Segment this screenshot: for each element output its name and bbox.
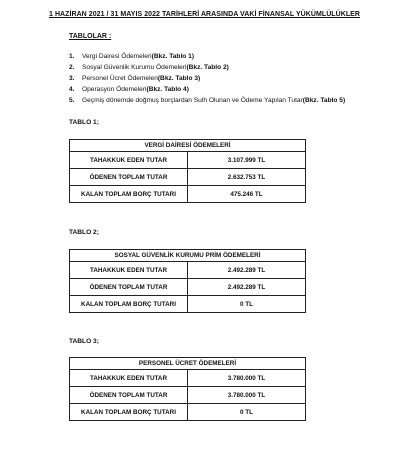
- table-header: SOSYAL GÜVENLİK KURUMU PRİM ÖDEMELERİ: [70, 250, 306, 262]
- row-label: ÖDENEN TOPLAM TUTAR: [70, 387, 188, 404]
- table-row: [70, 387, 306, 404]
- row-value: 0 TL: [188, 404, 306, 421]
- table-header: PERSONEL ÜCRET ÖDEMELERİ: [70, 358, 306, 370]
- tablolar-heading: TABLOLAR :: [69, 33, 112, 40]
- table-row: [70, 152, 306, 169]
- row-value: 2.492.289 TL: [188, 279, 306, 296]
- list-item: [69, 84, 345, 95]
- document-title: 1 HAZİRAN 2021 / 31 MAYIS 2022 TARİHLERİ ARASINDA VAKİ FİNANSAL YÜKÜMLÜLÜKLER: [49, 11, 360, 18]
- list-item-number: 5.: [69, 97, 75, 104]
- list-item-number: 2.: [69, 64, 75, 71]
- table-vergi-dairesi: [69, 139, 306, 203]
- table-row: [70, 296, 306, 313]
- row-label: KALAN TOPLAM BORÇ TUTARI: [70, 186, 188, 203]
- table-row: [70, 279, 306, 296]
- section-label-tablo-1: TABLO 1;: [69, 119, 99, 126]
- list-item-text: Personel Ücret Ödemeleri: [82, 75, 158, 82]
- list-item-ref: (Bkz. Tablo 1): [151, 53, 195, 60]
- list-item-ref: (Bkz. Tablo 4): [146, 86, 189, 93]
- row-label: ÖDENEN TOPLAM TUTAR: [70, 279, 188, 296]
- section-label-tablo-3: TABLO 3;: [69, 338, 99, 345]
- row-value: 2.632.753 TL: [188, 169, 306, 186]
- table-row: [70, 370, 306, 387]
- table-index-list: [69, 51, 345, 106]
- list-item-text: Geçmiş dönemde doğmuş borçlardan Sulh Olunan ve Ödeme Yapılan Tutar: [82, 97, 303, 104]
- table-row: [70, 186, 306, 203]
- list-item: [69, 73, 345, 84]
- row-label: TAHAKKUK EDEN TUTAR: [70, 262, 188, 279]
- row-label: ÖDENEN TOPLAM TUTAR: [70, 169, 188, 186]
- list-item-number: 1.: [69, 53, 75, 60]
- table-personel-ucret: [69, 357, 306, 421]
- list-item-text: Sosyal Güvenlik Kurumu Ödemeleri: [82, 64, 187, 71]
- list-item-ref: (Bkz. Tablo 2): [186, 64, 229, 71]
- table-row: [70, 262, 306, 279]
- row-value: 0 TL: [188, 296, 306, 313]
- row-value: 3.780.000 TL: [188, 370, 306, 387]
- row-label: KALAN TOPLAM BORÇ TUTARI: [70, 296, 188, 313]
- list-item-text: Operasyon Ödemeleri: [82, 86, 147, 93]
- list-item-number: 4.: [69, 86, 75, 93]
- list-item-number: 3.: [69, 75, 75, 82]
- row-label: TAHAKKUK EDEN TUTAR: [70, 370, 188, 387]
- table-header: VERGİ DAİRESİ ÖDEMELERİ: [70, 140, 306, 152]
- row-value: 475.246 TL: [188, 186, 306, 203]
- row-value: 2.492.289 TL: [188, 262, 306, 279]
- list-item: [69, 62, 345, 73]
- table-sosyal-guvenlik: [69, 249, 306, 313]
- list-item-ref: (Bkz. Tablo 5): [302, 97, 346, 104]
- list-item: [69, 95, 345, 106]
- section-label-tablo-2: TABLO 2;: [69, 229, 99, 236]
- table-row: [70, 404, 306, 421]
- list-item-text: Vergi Dairesi Ödemeleri: [82, 53, 152, 60]
- table-row: [70, 169, 306, 186]
- row-value: 3.107.999 TL: [188, 152, 306, 169]
- list-item-ref: (Bkz. Tablo 3): [157, 75, 201, 82]
- row-label: TAHAKKUK EDEN TUTAR: [70, 152, 188, 169]
- list-item: [69, 51, 345, 62]
- row-value: 3.780.000 TL: [188, 387, 306, 404]
- row-label: KALAN TOPLAM BORÇ TUTARI: [70, 404, 188, 421]
